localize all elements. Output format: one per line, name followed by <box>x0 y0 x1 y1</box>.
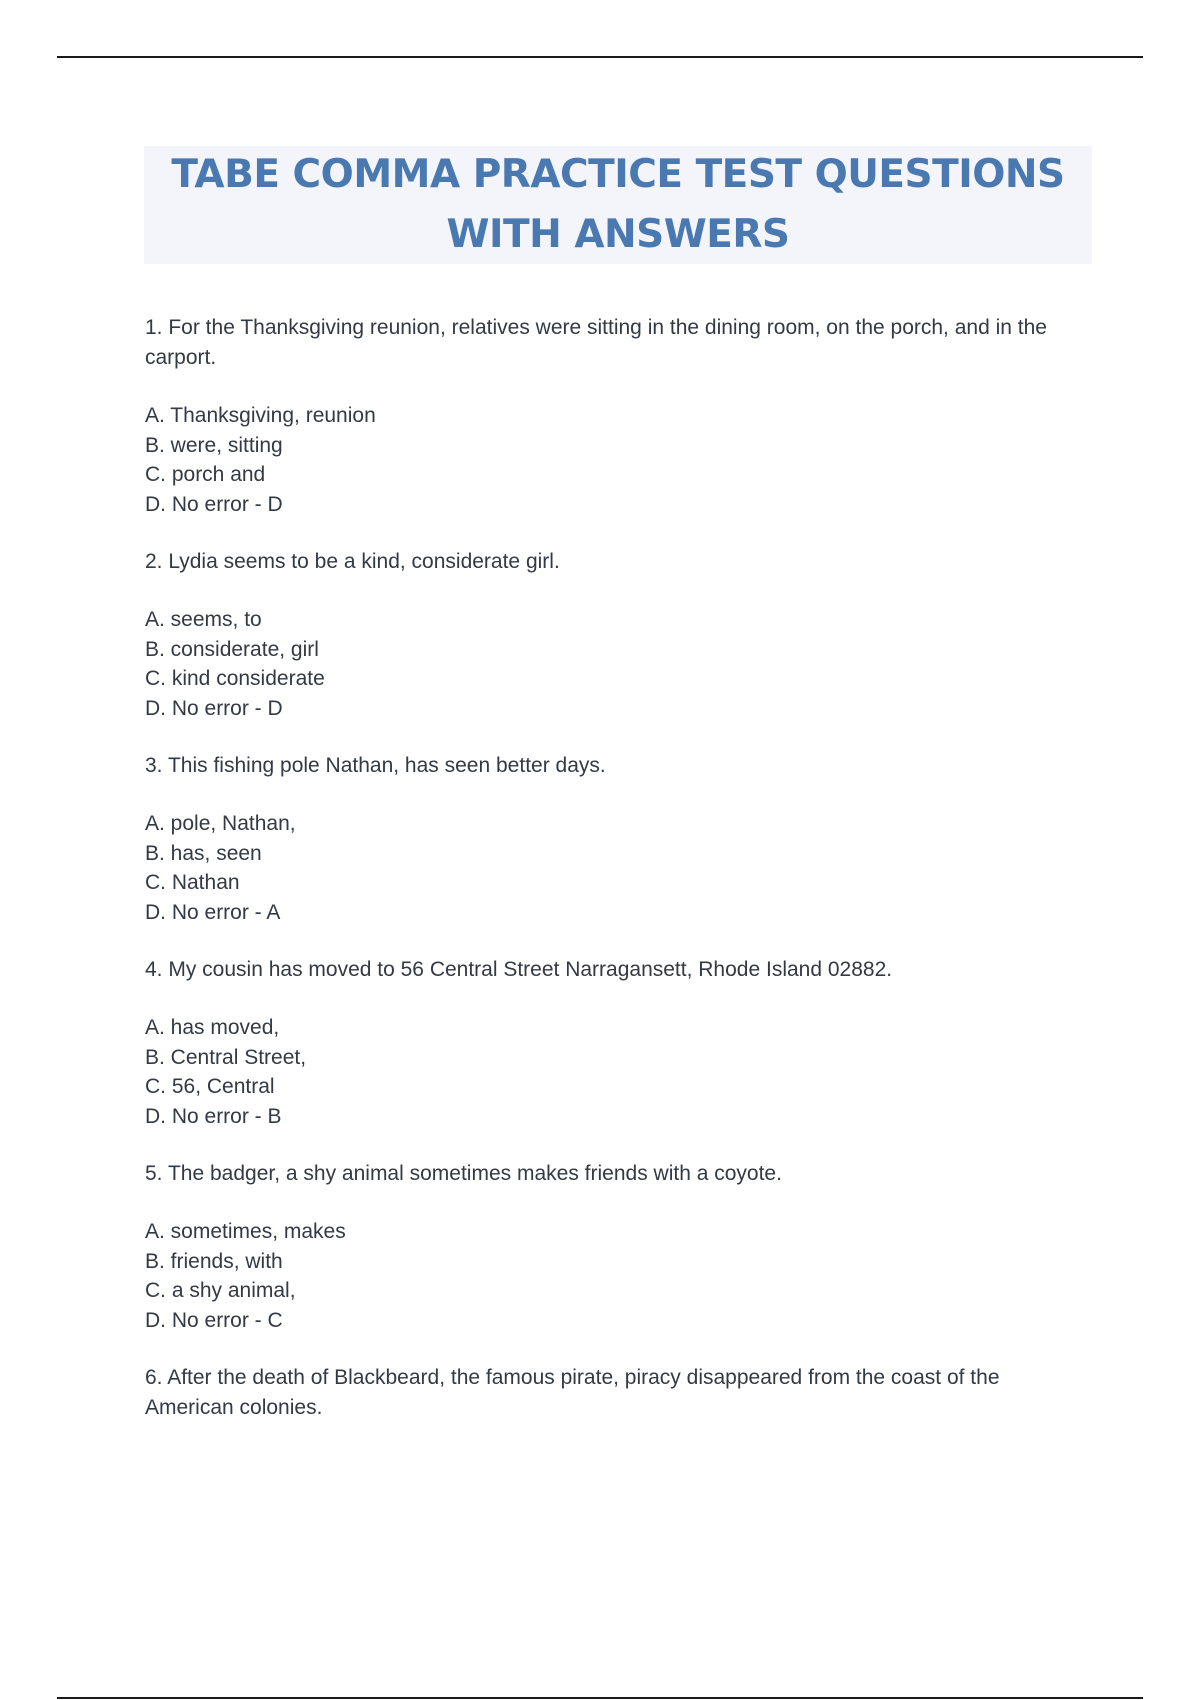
option-d: D. No error - A <box>145 900 281 924</box>
question-1 <box>145 313 1085 519</box>
option-b: B. has, seen <box>145 841 262 865</box>
answer-options <box>145 605 1085 723</box>
option-b: B. were, sitting <box>145 433 283 457</box>
option-a: A. has moved, <box>145 1016 280 1039</box>
question-text: 4. My cousin has moved to 56 Central Street Narragansett, Rhode Island 02882. <box>145 958 893 981</box>
option-a: A. Thanksgiving, reunion <box>145 404 376 427</box>
option-d: D. No error - D <box>145 696 283 720</box>
answer-options <box>145 1217 1085 1335</box>
question-list <box>145 313 1085 1451</box>
question-3 <box>145 751 1085 927</box>
question-5 <box>145 1159 1085 1335</box>
option-c: C. porch and <box>145 463 266 486</box>
option-d: D. No error - D <box>145 492 283 516</box>
question-2 <box>145 547 1085 723</box>
question-text: 1. For the Thanksgiving reunion, relatives were sitting in the dining room, on the porch, and in the carport. <box>145 316 1047 369</box>
option-d: D. No error - C <box>145 1308 283 1332</box>
document-title: TABE COMMA PRACTICE TEST QUESTIONS WITH ANSWERS <box>171 152 1065 257</box>
top-rule <box>57 56 1143 58</box>
question-text: 2. Lydia seems to be a kind, considerate girl. <box>145 550 560 573</box>
option-b: B. Central Street, <box>145 1045 307 1069</box>
question-4 <box>145 955 1085 1131</box>
question-text: 6. After the death of Blackbeard, the famous pirate, piracy disappeared from the coast of the American colonies. <box>145 1366 1000 1419</box>
bottom-rule <box>57 1697 1143 1699</box>
option-a: A. pole, Nathan, <box>145 812 296 835</box>
option-c: C. 56, Central <box>145 1075 275 1098</box>
title-banner <box>144 146 1092 264</box>
option-a: A. sometimes, makes <box>145 1220 346 1243</box>
option-c: C. kind considerate <box>145 667 325 690</box>
option-c: C. Nathan <box>145 871 240 894</box>
question-text: 3. This fishing pole Nathan, has seen better days. <box>145 754 606 777</box>
option-b: B. friends, with <box>145 1249 283 1273</box>
option-a: A. seems, to <box>145 608 262 631</box>
option-c: C. a shy animal, <box>145 1279 296 1302</box>
answer-options <box>145 809 1085 927</box>
answer-options <box>145 1013 1085 1131</box>
question-6 <box>145 1363 1085 1423</box>
answer-options <box>145 401 1085 519</box>
option-d: D. No error - B <box>145 1104 282 1128</box>
question-text: 5. The badger, a shy animal sometimes makes friends with a coyote. <box>145 1162 782 1185</box>
option-b: B. considerate, girl <box>145 637 319 661</box>
